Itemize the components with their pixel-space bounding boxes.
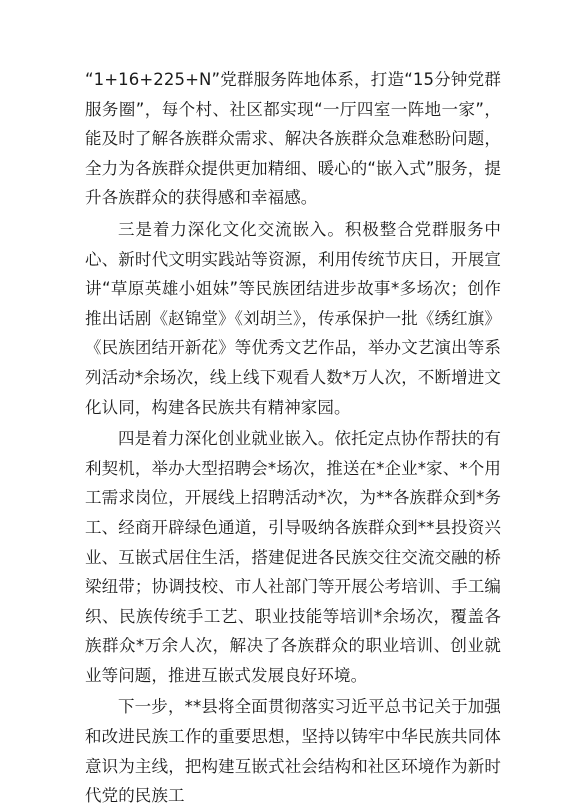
paragraph-next-step: 下一步，**县将全面贯彻落实习近平总书记关于加强和改进民族工作的重要思想，坚持以铸牢中华民族共同体意识为主线，把构建互嵌式社会结构和社区环境作为新时代党的民族工 [85, 697, 501, 806]
paragraph-continuation: “1+16+225+N”党群服务阵地体系，打造“15分钟党群服务圈”，每个村、社区都实现“一厅四室一阵地一家”，能及时了解各族群众需求、解决各族群众急难愁盼问题，全力为各族群众提供更加精细、暖心的“嵌入式”服务，提升各族群众的获得感和幸福感。 [85, 70, 501, 208]
paragraph-cultural-exchange: 三是着力深化文化交流嵌入。积极整合党群服务中心、新时代文明实践站等资源，利用传统节庆日，开展宣讲“草原英雄小姐妹”等民族团结进步故事*多场次；创作推出话剧《赵锦堂》《刘胡兰》，传承保护一批《绣红旗》《民族团结开新花》等优秀文艺作品，举办文艺演出等系列活动*余场次，线上线下观看人数*万人次，不断增进文化认同，构建各民族共有精神家园。 [85, 219, 501, 417]
paragraph-employment: 四是着力深化创业就业嵌入。依托定点协作帮扶的有利契机，举办大型招聘会*场次，推送在*企业*家、*个用工需求岗位，开展线上招聘活动*次，为**各族群众到*务工、经商开辟绿色通道，引导吸纳各族群众到**县投资兴业、互嵌式居住生活，搭建促进各民族交往交流交融的桥梁纽带；协调技校、市人社部门等开展公考培训、手工编织、民族传统手工艺、职业技能等培训*余场次，覆盖各族群众*万余人次，解决了各族群众的职业培训、创业就业等问题，推进互嵌式发展良好环境。 [85, 429, 501, 685]
document-body [85, 65, 501, 811]
